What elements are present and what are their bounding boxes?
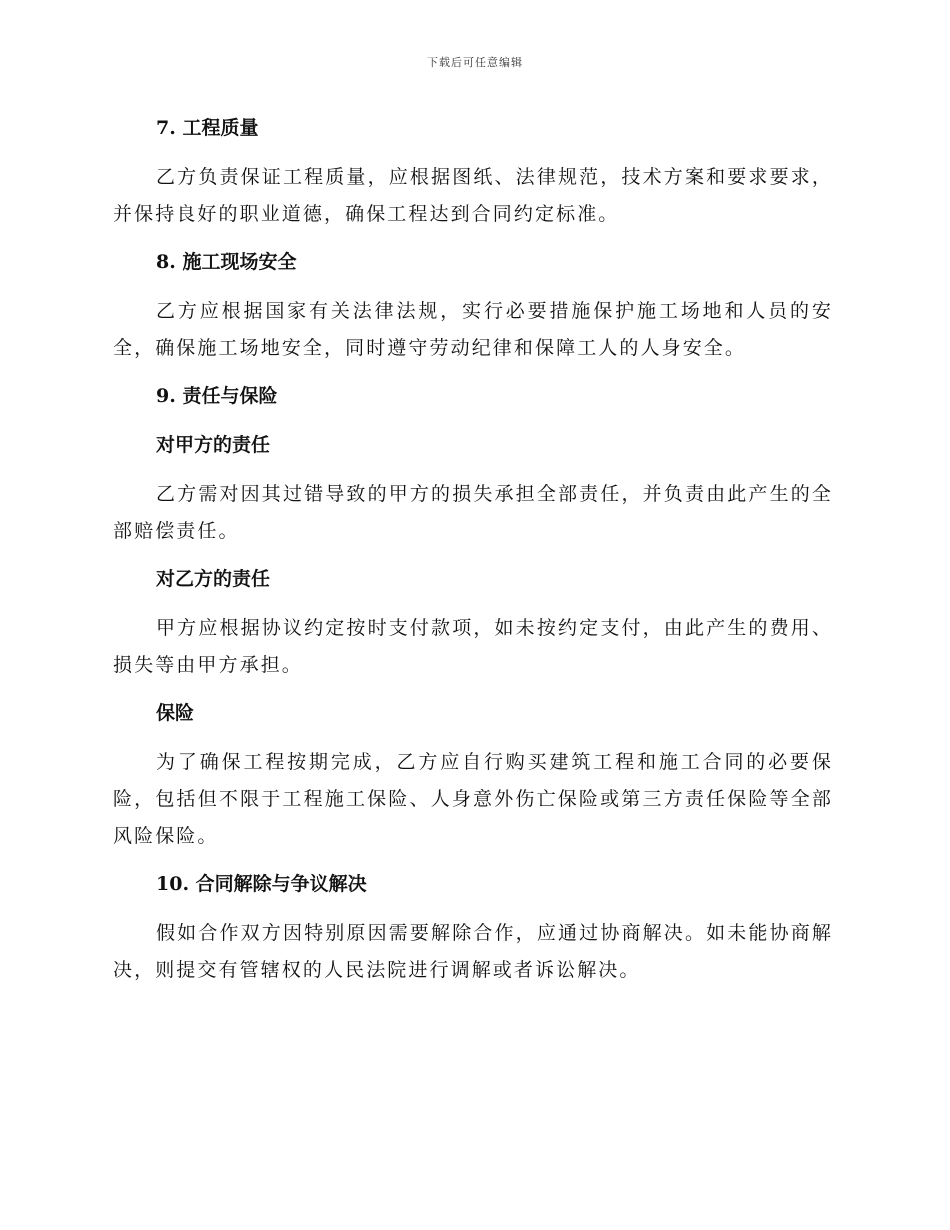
paragraph-quality: 乙方负责保证工程质量，应根据图纸、法律规范，技术方案和要求要求，并保持良好的职业道德，确保工程达到合同约定标准。 [113,166,833,225]
subheading-liability-party-b: 对乙方的责任 [156,568,271,590]
paragraph-insurance: 为了确保工程按期完成，乙方应自行购买建筑工程和施工合同的必要保险，包括但不限于工程施工保险、人身意外伤亡保险或第三方责任保险等全部风险保险。 [113,751,833,847]
paragraph-site-safety: 乙方应根据国家有关法律法规，实行必要措施保护施工场地和人员的安全，确保施工场地安全，同时遵守劳动纪律和保障工人的人身安全。 [113,300,833,359]
document-body [113,110,833,989]
section-heading-liability-insurance: 9. 责任与保险 [156,385,278,407]
page-header: 下载后可任意编辑 [427,56,523,69]
paragraph-termination-dispute: 假如合作双方因特别原因需要解除合作，应通过协商解决。如未能协商解决，则提交有管辖权的人民法院进行调解或者诉讼解决。 [113,922,833,981]
subheading-insurance: 保险 [156,702,195,724]
section-heading-site-safety: 8. 施工现场安全 [156,251,297,273]
paragraph-liability-party-b: 甲方应根据协议约定按时支付款项，如未按约定支付，由此产生的费用、损失等由甲方承担。 [113,617,833,676]
subheading-liability-party-a: 对甲方的责任 [156,434,271,456]
section-heading-termination-dispute: 10. 合同解除与争议解决 [156,873,367,895]
section-heading-quality: 7. 工程质量 [156,117,259,139]
paragraph-liability-party-a: 乙方需对因其过错导致的甲方的损失承担全部责任，并负责由此产生的全部赔偿责任。 [113,483,833,542]
